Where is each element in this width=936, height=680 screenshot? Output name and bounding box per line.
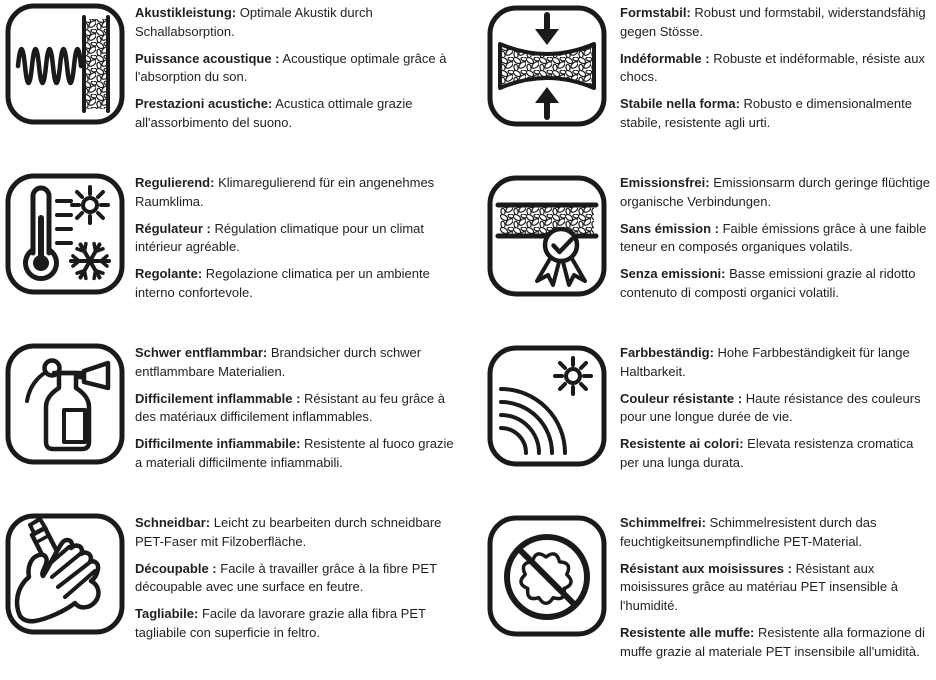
feature-text-de: Leicht zu bearbeiten durch schneidbare PET-Faser mit Filzoberfläche.: [135, 515, 442, 549]
feature-label-it: Resistente alle muffe:: [620, 624, 755, 640]
feature-entry-fr: [135, 50, 461, 88]
feature-entry-it: [620, 624, 934, 662]
feature-entry-fr: [620, 390, 934, 428]
feature-entry-it: [620, 95, 934, 133]
feature-text-fr: Régulation climatique pour un climat intérieur agréable.: [135, 220, 425, 255]
feature-entry-de: [135, 4, 461, 42]
no-mold-icon: [487, 515, 607, 637]
feature-texts: [135, 510, 461, 651]
feature-card-climate: [0, 170, 468, 340]
feature-label-de: Emissionsfrei:: [620, 175, 710, 190]
low-emission-certificate-icon: [487, 175, 607, 297]
feature-entry-fr: [135, 220, 461, 258]
feature-text-fr: Facile à travailler grâce à la fibre PET découpable avec une surface en feutre.: [135, 560, 437, 595]
feature-entry-de: [620, 344, 934, 382]
feature-entry-it: [135, 95, 461, 133]
feature-label-it: Stabile nella forma:: [620, 96, 740, 112]
feature-card-cuttable: [0, 510, 468, 680]
feature-entry-de: [135, 344, 461, 382]
feature-card-colorfast: [468, 340, 936, 510]
feature-text-de: Emissionsarm durch geringe flüchtige organische Verbindungen.: [620, 175, 930, 209]
feature-label-fr: Puissance acoustique :: [135, 50, 280, 66]
feature-text-de: Optimale Akustik durch Schallabsorption.: [135, 5, 373, 39]
feature-label-it: Regolante:: [135, 266, 203, 282]
feature-text-fr: Résistant au feu grâce à des matériaux difficilement inflammables.: [135, 390, 445, 425]
hand-cutter-icon: [5, 513, 125, 635]
feature-texts: [135, 0, 461, 141]
feature-text-de: Klimaregulierend für ein angenehmes Raumklima.: [135, 175, 435, 209]
feature-label-fr: Couleur résistante :: [620, 390, 743, 406]
feature-text-de: Hohe Farbbeständigkeit für lange Haltbarkeit.: [620, 345, 910, 379]
feature-label-fr: Résistant aux moisissures :: [620, 560, 792, 576]
feature-entry-de: [620, 514, 934, 552]
feature-label-it: Difficilmente infiammabile:: [135, 436, 301, 452]
feature-label-de: Akustikleistung:: [135, 5, 237, 20]
feature-card-mold-free: [468, 510, 936, 680]
feature-entry-fr: [620, 560, 934, 616]
feature-card-flame-retardant: [0, 340, 468, 510]
feature-label-fr: Régulateur :: [135, 220, 211, 236]
feature-entry-it: [135, 435, 461, 473]
feature-label-de: Schimmelfrei:: [620, 515, 706, 530]
feature-label-de: Farbbeständig:: [620, 345, 714, 360]
feature-entry-fr: [620, 50, 934, 88]
feature-entry-it: [620, 435, 934, 473]
feature-text-de: Schimmelresistent durch das feuchtigkeitsunempfindliche PET-Material.: [620, 515, 877, 549]
feature-label-de: Formstabil:: [620, 5, 691, 20]
feature-text-it: Robusto e dimensionalmente stabile, resistente agli urti.: [620, 96, 912, 130]
feature-entry-de: [620, 4, 934, 42]
feature-text-fr: Haute résistance des couleurs pour une longue durée de vie.: [620, 390, 921, 425]
feature-text-fr: Acoustique optimale grâce à l'absorption du son.: [135, 50, 447, 85]
feature-card-emission-free: [468, 170, 936, 340]
feature-label-it: Senza emissioni:: [620, 266, 726, 282]
feature-label-fr: Sans émission :: [620, 220, 719, 236]
feature-entry-de: [135, 514, 461, 552]
feature-label-de: Regulierend:: [135, 175, 215, 190]
fire-extinguisher-icon: [5, 343, 125, 465]
feature-entry-de: [135, 174, 461, 212]
feature-card-form-stability: [468, 0, 936, 170]
feature-texts: [620, 170, 934, 311]
feature-text-de: Brandsicher durch schwer entflammbare Materialien.: [135, 345, 422, 379]
feature-entry-it: [620, 265, 934, 303]
feature-label-fr: Difficilement inflammable :: [135, 390, 301, 406]
feature-text-it: Resistente alla formazione di muffe grazie al materiale PET insensibile all'umidità.: [620, 624, 925, 659]
feature-texts: [620, 340, 934, 481]
feature-texts: [135, 170, 461, 311]
sound-absorption-icon: [5, 3, 125, 125]
feature-text-it: Resistente al fuoco grazie a materiali difficilmente infiammabili.: [135, 436, 454, 470]
feature-text-it: Facile da lavorare grazie alla fibra PET tagliabile con superficie in feltro.: [135, 606, 426, 640]
feature-label-it: Tagliabile:: [135, 606, 199, 622]
feature-label-de: Schwer entflammbar:: [135, 345, 268, 360]
thermometer-climate-icon: [5, 173, 125, 295]
feature-label-fr: Découpable :: [135, 560, 217, 576]
feature-entry-it: [135, 605, 461, 643]
feature-entry-fr: [620, 220, 934, 258]
feature-label-fr: Indéformable :: [620, 50, 710, 66]
feature-label-de: Schneidbar:: [135, 515, 211, 530]
feature-card-acoustic: [0, 0, 468, 170]
feature-texts: [135, 340, 461, 481]
feature-entry-fr: [135, 560, 461, 598]
compression-resistance-icon: [487, 5, 607, 127]
feature-texts: [620, 0, 934, 141]
feature-text-fr: Robuste et indéformable, résiste aux chocs.: [620, 50, 925, 85]
color-fastness-icon: [487, 345, 607, 467]
feature-text-it: Regolazione climatica per un ambiente interno confortevole.: [135, 266, 430, 300]
feature-text-it: Acustica ottimale grazie all'assorbimento del suono.: [135, 96, 413, 130]
feature-text-de: Robust und formstabil, widerstandsfähig gegen Stösse.: [620, 5, 926, 39]
feature-label-it: Resistente ai colori:: [620, 436, 744, 452]
feature-text-fr: Résistant aux moisissures grâce au matériau PET insensible à l'humidité.: [620, 560, 898, 614]
feature-label-it: Prestazioni acustiche:: [135, 96, 273, 112]
feature-text-it: Elevata resistenza cromatica per una lunga durata.: [620, 436, 914, 470]
feature-text-fr: Faible émissions grâce à une faible teneur en composés organiques volatils.: [620, 220, 927, 255]
feature-text-it: Basse emissioni grazie al ridotto contenuto di composti organici volatili.: [620, 266, 916, 300]
feature-entry-it: [135, 265, 461, 303]
feature-entry-de: [620, 174, 934, 212]
feature-texts: [620, 510, 934, 670]
feature-entry-fr: [135, 390, 461, 428]
